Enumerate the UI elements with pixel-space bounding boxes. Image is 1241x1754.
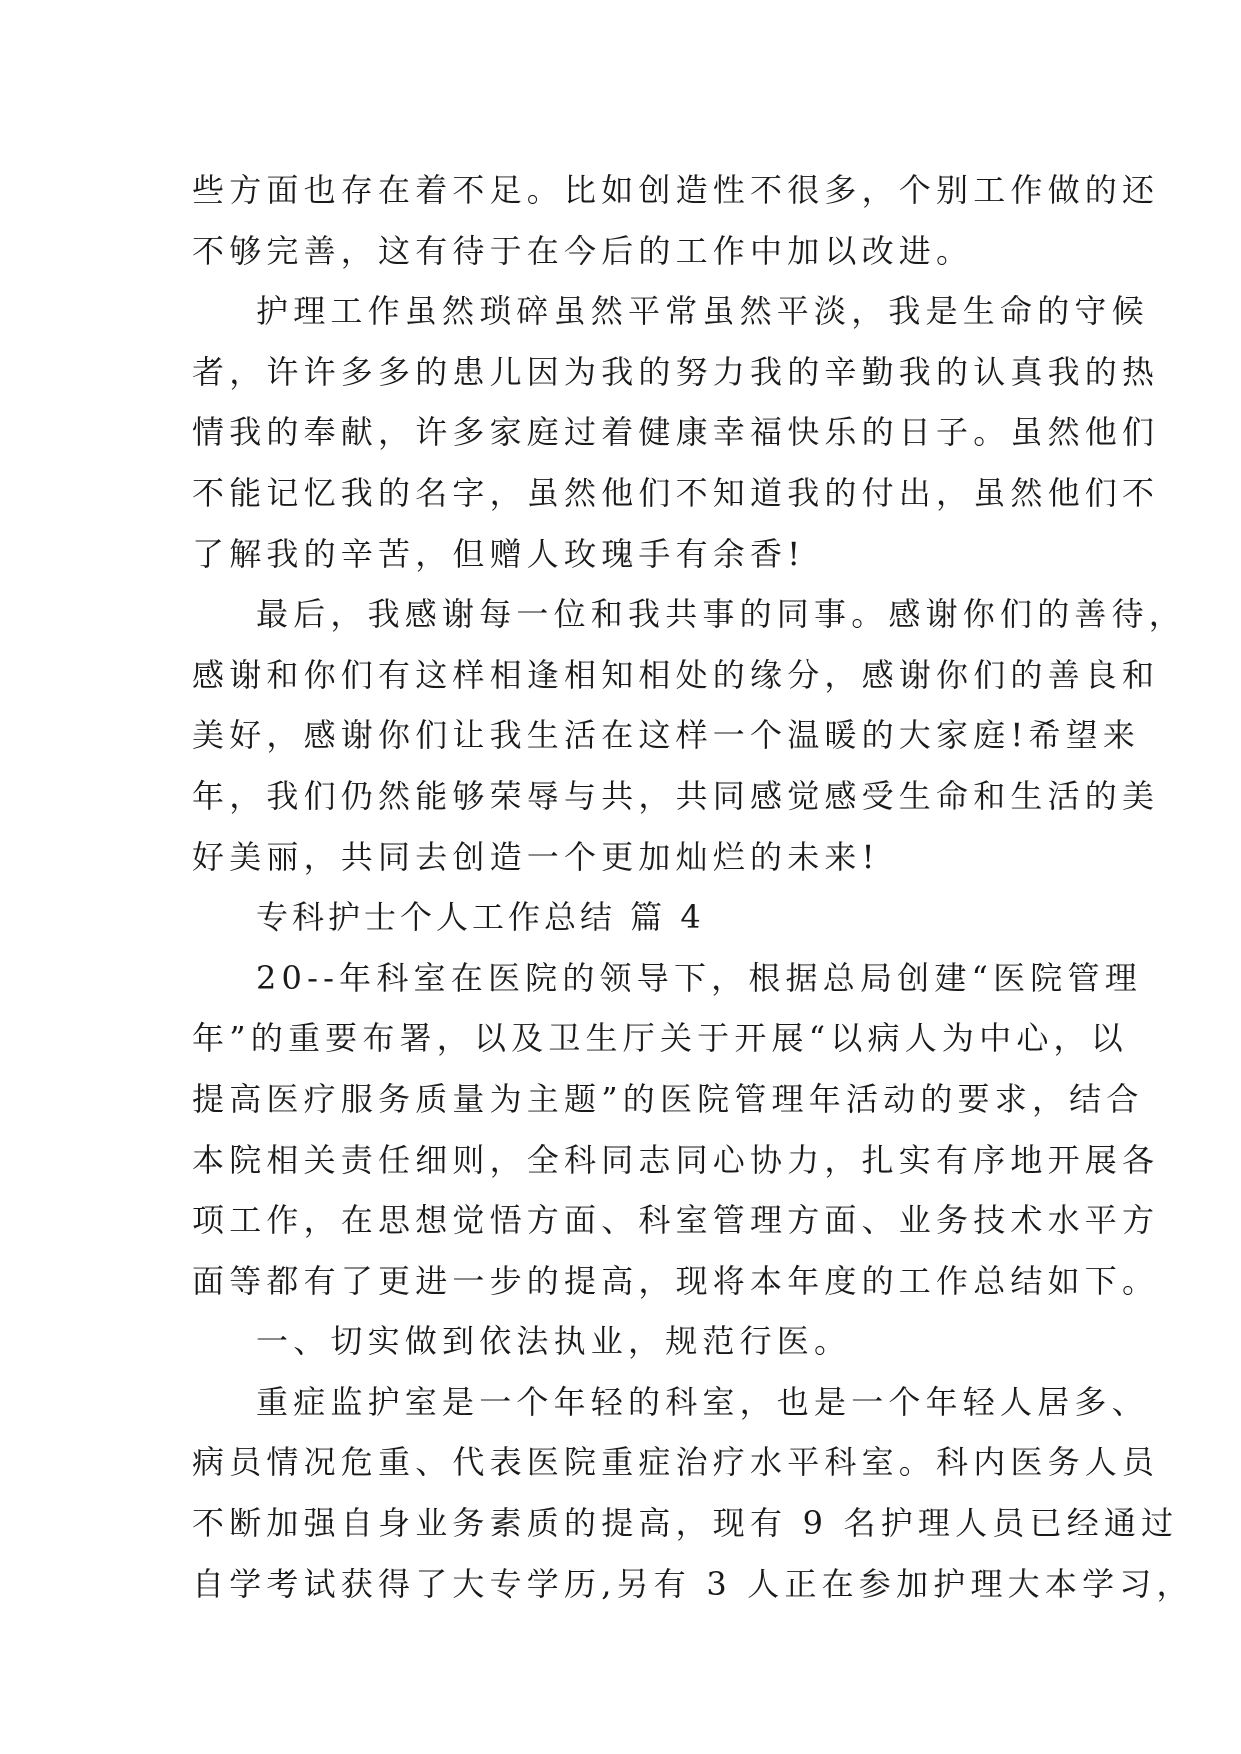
text-line: 不够完善，这有待于在今后的工作中加以改进。 bbox=[192, 231, 974, 270]
paragraph-start-line: 重症监护室是一个年轻的科室，也是一个年轻人居多、 bbox=[256, 1382, 1149, 1421]
text-line: 本院相关责任细则，全科同志同心协力，扎实有序地开展各 bbox=[192, 1140, 1160, 1179]
text-line: 不能记忆我的名字，虽然他们不知道我的付出，虽然他们不 bbox=[192, 473, 1160, 512]
text-line: 了解我的辛苦，但赠人玫瑰手有余香! bbox=[192, 534, 806, 573]
text-line: 情我的奉献，许多家庭过着健康幸福快乐的日子。虽然他们 bbox=[192, 413, 1160, 452]
text-line: 好美丽，共同去创造一个更加灿烂的未来! bbox=[192, 837, 880, 876]
text-line: 项工作，在思想觉悟方面、科室管理方面、业务技术水平方 bbox=[192, 1201, 1160, 1240]
text-line: 年，我们仍然能够荣辱与共，共同感觉感受生命和生活的美 bbox=[192, 776, 1160, 815]
text-line: 者，许许多多的患儿因为我的努力我的辛勤我的认真我的热 bbox=[192, 352, 1160, 391]
section-heading: 专科护士个人工作总结 篇 4 bbox=[256, 898, 705, 937]
text-line: 自学考试获得了大专学历,另有 3 人正在参加护理大本学习， bbox=[192, 1564, 1194, 1603]
text-line: 年”的重要布署，以及卫生厅关于开展“以病人为中心，以 bbox=[192, 1019, 1128, 1058]
subsection-heading: 一、切实做到依法执业，规范行医。 bbox=[256, 1322, 852, 1361]
text-line: 些方面也存在着不足。比如创造性不很多，个别工作做的还 bbox=[192, 171, 1160, 209]
document-page bbox=[192, 160, 1194, 1614]
text-line: 不断加强自身业务素质的提高，现有 9 名护理人员已经通过 bbox=[192, 1504, 1179, 1543]
text-line: 美好，感谢你们让我生活在这样一个温暖的大家庭!希望来 bbox=[192, 716, 1141, 755]
paragraph-start-line: 最后，我感谢每一位和我共事的同事。感谢你们的善待， bbox=[256, 595, 1187, 634]
paragraph-start-line: 20--年科室在医院的领导下，根据总局创建“医院管理 bbox=[256, 958, 1142, 997]
text-line: 病员情况危重、代表医院重症治疗水平科室。科内医务人员 bbox=[192, 1443, 1160, 1482]
paragraph-start-line: 护理工作虽然琐碎虽然平常虽然平淡，我是生命的守候 bbox=[256, 292, 1149, 331]
text-line: 提高医疗服务质量为主题”的医院管理年活动的要求，结合 bbox=[192, 1079, 1144, 1118]
text-line: 感谢和你们有这样相逢相知相处的缘分，感谢你们的善良和 bbox=[192, 655, 1160, 694]
text-line: 面等都有了更进一步的提高，现将本年度的工作总结如下。 bbox=[192, 1261, 1160, 1300]
